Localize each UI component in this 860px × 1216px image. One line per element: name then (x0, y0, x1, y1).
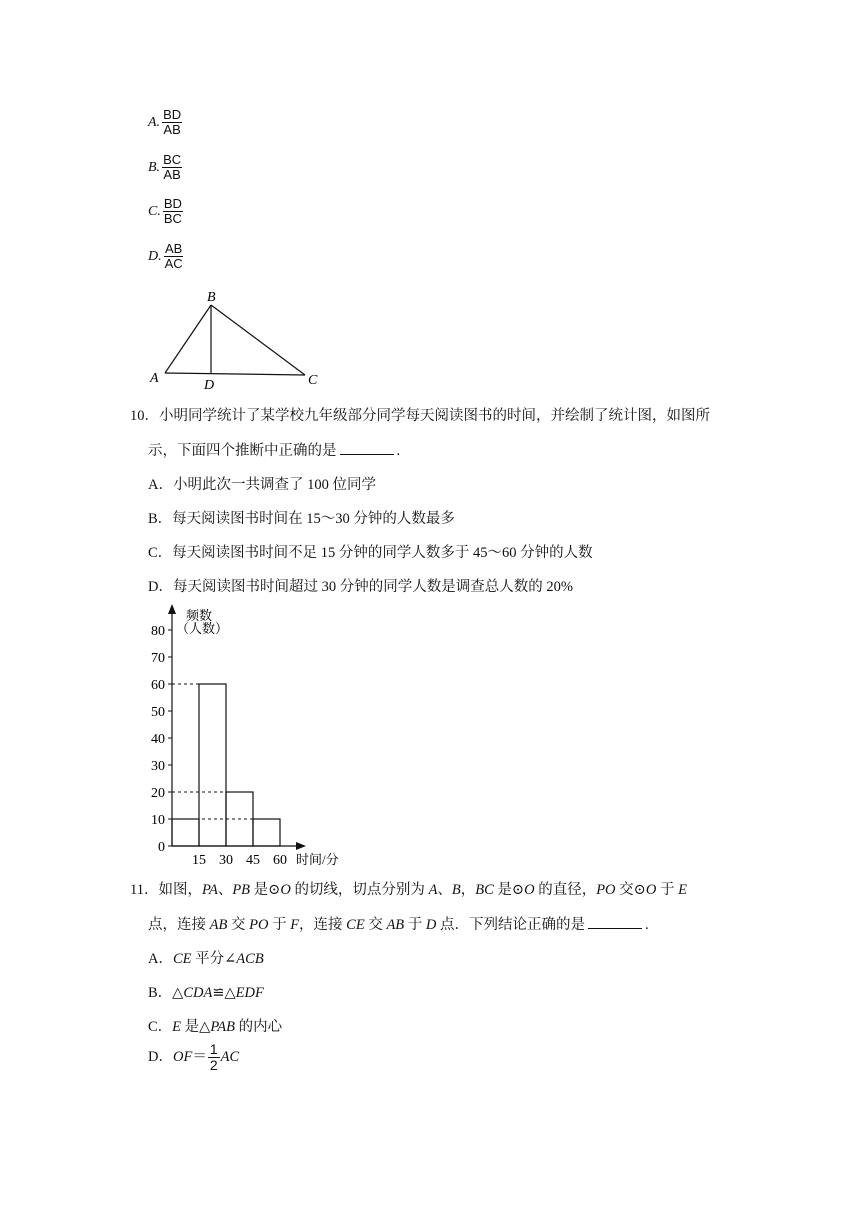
text: 于 (656, 882, 679, 898)
denominator: BC (163, 211, 182, 226)
denominator: AC (164, 256, 183, 271)
bars (172, 684, 280, 846)
histogram-bar (199, 684, 226, 846)
math-var: E (172, 1019, 182, 1035)
text: ， (460, 882, 476, 898)
side-ab (165, 305, 211, 373)
q9-option-b (148, 153, 182, 182)
q11-option-d (148, 1042, 239, 1073)
q9-option-c (148, 197, 183, 226)
fraction (164, 242, 184, 271)
period: . (645, 917, 649, 933)
math-var: B (451, 882, 461, 898)
text: ≌△ (212, 985, 236, 1001)
text: D． (148, 1048, 173, 1065)
text: C． (148, 1019, 173, 1035)
text: 是⊙ (493, 882, 525, 898)
x-tick-label: 60 (273, 853, 287, 868)
math-var: AB (209, 917, 228, 933)
histogram-bar (172, 819, 199, 846)
y-tick-label: 30 (151, 759, 165, 774)
y-tick-label: 0 (158, 840, 165, 855)
q11-option-a (148, 947, 264, 968)
math-var: BC (475, 882, 494, 898)
y-tick-label: 60 (151, 678, 165, 693)
math-var: PA (201, 882, 218, 898)
q9-option-a (148, 108, 182, 137)
histogram-chart (140, 600, 370, 870)
math-var: E (678, 882, 687, 898)
x-tick-label: 45 (246, 853, 260, 868)
side-ac (165, 373, 305, 375)
text: 、 (437, 882, 452, 898)
y-tick-label: 50 (151, 705, 165, 720)
math-var: A (428, 882, 438, 898)
denominator: AB (163, 167, 181, 182)
q10-stem-line2 (148, 439, 400, 460)
y-axis-label-line2: （人数） (176, 621, 229, 636)
side-bc (211, 305, 305, 375)
q11-option-b (148, 981, 264, 1002)
q11-option-c (148, 1015, 282, 1036)
text: 点，连接 (148, 917, 210, 933)
q10-stem-line1: 10．小明同学统计了某学校九年级部分同学每天阅读图书的时间，并绘制了统计图，如图所 (130, 408, 710, 424)
math-var: CE (172, 951, 192, 967)
math-var: O (280, 882, 291, 898)
triangle-figure (140, 285, 340, 395)
answer-blank (588, 916, 642, 929)
y-axis-arrow (168, 604, 176, 614)
text: 、 (217, 882, 233, 898)
y-tick-label: 80 (151, 624, 165, 639)
q9-option-d (148, 242, 184, 271)
x-tick-label: 15 (192, 853, 206, 868)
q10-option-d: D．每天阅读图书时间超过 30 分钟的同学人数是调查总人数的 20% (148, 579, 573, 595)
denominator: AB (163, 122, 181, 137)
y-tick-label: 20 (151, 786, 165, 801)
answer-blank (340, 442, 394, 455)
numerator: BD (163, 196, 182, 211)
math-var: PB (232, 882, 251, 898)
x-tick-labels (192, 853, 287, 868)
y-tick-labels (151, 624, 172, 855)
numerator: BD (163, 107, 182, 122)
option-letter: A. (148, 114, 161, 130)
math-var: CDA (183, 985, 213, 1001)
x-axis-arrow (296, 842, 306, 850)
text: 的直径， (534, 882, 597, 898)
text: A． (148, 951, 173, 967)
text: 平分∠ (191, 951, 237, 967)
numerator: 1 (209, 1041, 218, 1057)
text: 的切线，切点分别为 (290, 882, 429, 898)
math-var: AC (220, 1048, 240, 1065)
q10-stem-text: 示，下面四个推断中正确的是 (148, 443, 337, 459)
y-tick-label: 10 (151, 813, 165, 828)
math-var: F (290, 917, 300, 933)
math-var: O (645, 882, 657, 898)
denominator: 2 (209, 1057, 218, 1073)
guide-lines (172, 684, 253, 819)
text: 交 (364, 917, 387, 933)
text: 11．如图， (130, 882, 202, 898)
label-c: C (308, 373, 318, 388)
x-axis-label: 时间/分 (296, 852, 339, 867)
label-a: A (150, 371, 159, 386)
fraction (162, 108, 182, 137)
text: ＝ (192, 1048, 207, 1065)
period: . (396, 443, 401, 459)
y-tick-label: 70 (151, 651, 165, 666)
math-var: CE (346, 917, 365, 933)
label-d: D (204, 378, 215, 393)
numerator: AB (164, 241, 183, 256)
histogram-bar (253, 819, 280, 846)
text: 是⊙ (250, 882, 281, 898)
math-var: OF (172, 1048, 193, 1065)
text: 交 (227, 917, 250, 933)
text: 的内心 (235, 1019, 283, 1035)
fraction-one-half (208, 1042, 220, 1073)
text: 于 (404, 917, 426, 933)
math-var: PAB (210, 1019, 236, 1035)
q10-option-a: A．小明此次一共调查了 100 位同学 (148, 477, 376, 493)
x-tick-label: 30 (219, 853, 233, 868)
math-var: AB (386, 917, 405, 933)
option-letter: C. (148, 203, 161, 219)
text: 点．下列结论正确的是 (436, 917, 586, 933)
q10-option-b: B．每天阅读图书时间在 15～30 分钟的人数最多 (148, 511, 455, 527)
label-b: B (207, 290, 216, 305)
numerator: BC (163, 152, 182, 167)
math-var: O (524, 882, 535, 898)
y-tick-label: 40 (151, 732, 165, 747)
text: ，连接 (299, 917, 347, 933)
math-var: PO (596, 882, 616, 898)
option-letter: D. (148, 248, 162, 264)
text: 是△ (181, 1019, 211, 1035)
text: 于 (268, 917, 291, 933)
q11-stem-line1 (130, 878, 687, 899)
math-var: PO (249, 917, 269, 933)
text: 交⊙ (615, 882, 646, 898)
math-var: ACB (236, 951, 264, 967)
q10-option-c: C．每天阅读图书时间不足 15 分钟的同学人数多于 45～60 分钟的人数 (148, 545, 593, 561)
option-letter: B. (148, 159, 161, 175)
fraction (162, 153, 182, 182)
q11-stem-line2 (148, 913, 649, 934)
math-var: D (425, 917, 437, 933)
y-axis-label-line1: 频数 (186, 608, 213, 623)
axes (168, 604, 306, 850)
fraction (163, 197, 183, 226)
math-var: EDF (235, 985, 264, 1001)
text: B．△ (148, 985, 184, 1001)
